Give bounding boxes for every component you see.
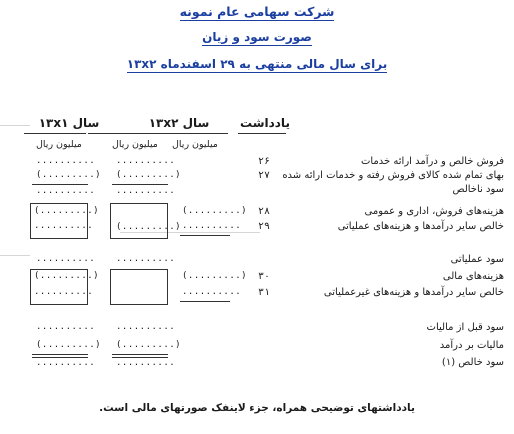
bleed-line xyxy=(0,125,30,126)
row-label-cost-of-sales: بهای تمام شده کالای فروش رفته و خدمات ارائه شده xyxy=(282,170,504,181)
period-title: برای سال مالی منتهی به ۲۹ اسفندماه ۱۳x۲ xyxy=(126,57,388,71)
value-cell: .......... xyxy=(34,221,94,231)
box-frame xyxy=(110,269,168,305)
row-label-sales: فروش خالص و درآمد ارائه خدمات xyxy=(360,156,504,167)
value-cell: (.........) xyxy=(34,206,100,216)
value-cell: (.........) xyxy=(36,340,102,350)
row-label-net-profit: سود خالص (۱) xyxy=(441,357,504,368)
row-label-profit-before-tax: سود قبل از مالیات xyxy=(426,322,504,333)
value-cell: .......... xyxy=(116,358,176,368)
row-label-non-operating: خالص سایر درآمدها و هزینه‌های غیرعملیاتی xyxy=(323,287,504,298)
row-label-operating-profit: سود عملیاتی xyxy=(450,254,504,265)
statement-title: صورت سود و زیان xyxy=(202,30,312,44)
row-label-finance-costs: هزینه‌های مالی xyxy=(442,271,504,282)
row-note: ۲۶ xyxy=(258,156,271,167)
row-label-gross-profit: سود ناخالص xyxy=(452,184,504,195)
notes-header: یادداشت xyxy=(240,116,290,130)
row-note: ۲۷ xyxy=(258,170,271,181)
value-cell: .......... xyxy=(36,358,96,368)
row-label-other-operating: خالص سایر درآمدها و هزینه‌های عملیاتی xyxy=(337,221,504,232)
row-note: ۳۱ xyxy=(258,287,271,298)
header-rule xyxy=(24,133,86,134)
value-cell: .......... xyxy=(36,156,96,166)
value-cell: .......... xyxy=(36,186,96,196)
value-cell: .......... xyxy=(116,254,176,264)
subtotal-rule xyxy=(112,184,168,185)
bleed-line xyxy=(0,255,30,256)
value-cell: (.........) xyxy=(182,271,248,281)
value-cell: (.........) xyxy=(116,222,182,232)
value-cell: .......... xyxy=(36,322,96,332)
value-cell: (.........) xyxy=(34,271,100,281)
value-cell: .......... xyxy=(182,221,242,231)
value-cell: .......... xyxy=(116,186,176,196)
box-frame xyxy=(110,203,182,239)
subtotal-rule xyxy=(180,235,230,236)
value-cell: .......... xyxy=(116,156,176,166)
row-note: ۲۹ xyxy=(258,221,271,232)
unit-label-current-b: میلیون ریال xyxy=(112,139,158,150)
subtotal-rule xyxy=(32,184,88,185)
subtotal-rule xyxy=(180,301,230,302)
value-cell: .......... xyxy=(182,287,242,297)
row-label-sga: هزینه‌های فروش، اداری و عمومی xyxy=(364,206,504,217)
value-cell: (.........) xyxy=(116,340,182,350)
value-cell: (.........) xyxy=(182,206,248,216)
footer-note: یادداشتهای توضیحی همراه، جزء لاینفک صورتهای مالی است. xyxy=(99,402,415,414)
company-title: شرکت سهامی عام نمونه xyxy=(179,4,335,19)
row-note: ۳۰ xyxy=(258,271,271,282)
year-current-header: سال ۱۳x۲ xyxy=(148,116,210,130)
value-cell: (.........) xyxy=(116,170,182,180)
value-cell: (.........) xyxy=(36,170,102,180)
value-cell: .......... xyxy=(34,287,94,297)
row-label-income-tax: مالیات بر درآمد xyxy=(439,340,504,351)
row-note: ۲۸ xyxy=(258,206,271,217)
value-cell: .......... xyxy=(36,254,96,264)
header-rule xyxy=(238,133,286,134)
value-cell: .......... xyxy=(116,322,176,332)
header-rule xyxy=(88,133,228,134)
unit-label-current-a: میلیون ریال xyxy=(172,139,218,150)
unit-label-prior: میلیون ریال xyxy=(36,139,82,150)
year-prior-header: سال ۱۳x۱ xyxy=(38,116,100,130)
